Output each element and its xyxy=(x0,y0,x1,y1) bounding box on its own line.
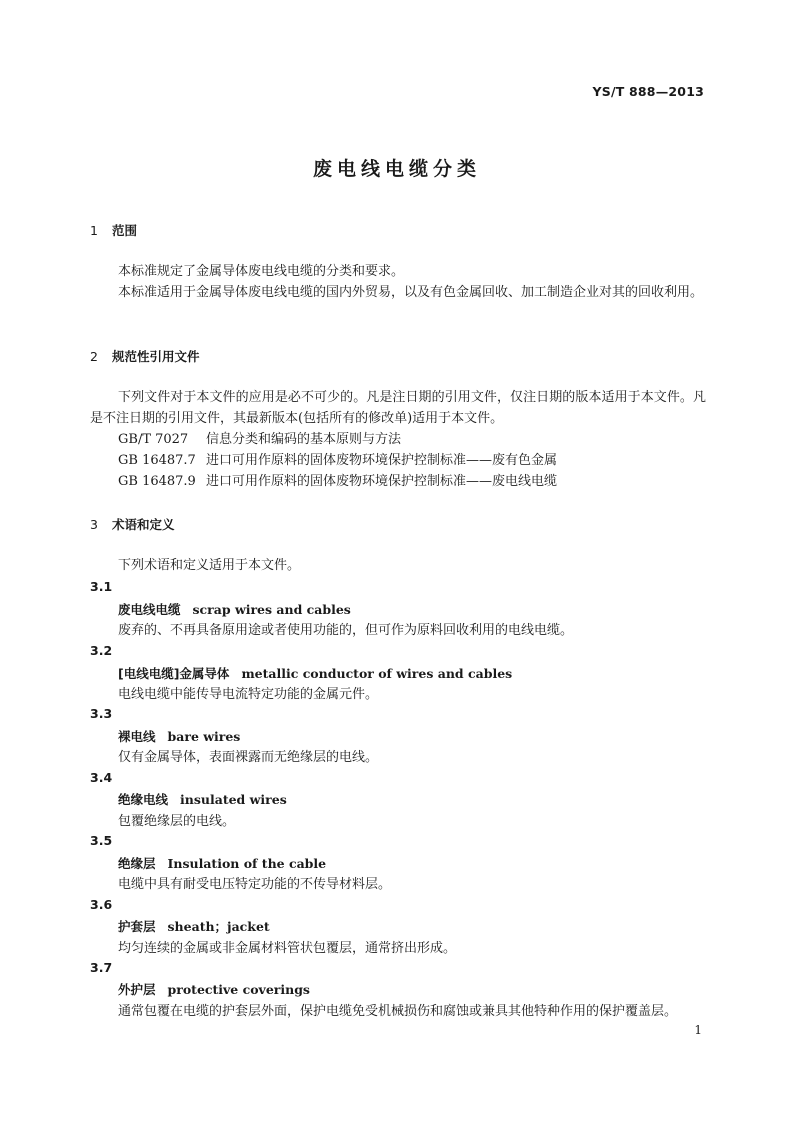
term-english: Insulation of the cable xyxy=(167,856,327,871)
reference-item xyxy=(118,429,401,450)
reference-title: 信息分类和编码的基本原则与方法 xyxy=(206,432,402,447)
reference-title: 进口可用作原料的固体废物环境保护控制标准——废有色金属 xyxy=(206,453,558,468)
term-entry xyxy=(118,854,326,872)
term-english: protective coverings xyxy=(167,982,310,997)
paragraph: 本标准规定了金属导体废电线电缆的分类和要求。 xyxy=(118,264,405,279)
term-english: bare wires xyxy=(167,729,241,744)
clause-number: 3.3 xyxy=(90,706,113,721)
term-english: sheath；jacket xyxy=(167,919,270,934)
term-chinese: 绝缘电线 xyxy=(118,792,169,807)
term-definition: 均匀连续的金属或非金属材料管状包覆层，通常挤出形成。 xyxy=(118,941,457,956)
term-chinese: 废电线电缆 xyxy=(118,602,181,617)
term-definition: 废弃的、不再具备原用途或者使用功能的，但可作为原料回收利用的电线电缆。 xyxy=(118,623,574,638)
clause-number: 3.2 xyxy=(90,643,113,658)
reference-code: GB/T 7027 xyxy=(118,432,189,447)
section-title: 范围 xyxy=(112,223,138,238)
standard-code: YS/T 888—2013 xyxy=(592,84,704,99)
paragraph: 下列术语和定义适用于本文件。 xyxy=(118,558,301,573)
section-title: 术语和定义 xyxy=(112,517,175,532)
term-entry xyxy=(118,790,287,808)
term-english: metallic conductor of wires and cables xyxy=(241,666,513,681)
term-english: scrap wires and cables xyxy=(192,602,351,617)
document-title: 废电线电缆分类 xyxy=(312,158,481,180)
term-entry xyxy=(118,727,240,745)
reference-item xyxy=(118,450,557,471)
term-definition: 电缆中具有耐受电压特定功能的不传导材料层。 xyxy=(118,877,392,892)
section-title: 规范性引用文件 xyxy=(112,349,200,364)
term-entry xyxy=(118,917,270,935)
term-chinese: [电线电缆]金属导体 xyxy=(118,666,230,681)
section-number: 2 xyxy=(90,349,98,364)
term-definition: 包覆绝缘层的电线。 xyxy=(118,814,236,829)
term-chinese: 绝缘层 xyxy=(118,856,156,871)
paragraph: 下列文件对于本文件的应用是必不可少的。凡是注日期的引用文件，仅注日期的版本适用于本文件。凡是不注日期的引用文件，其最新版本(包括所有的修改单)适用于本文件。 xyxy=(90,390,706,426)
clause-number: 3.7 xyxy=(90,960,113,975)
clause-number: 3.5 xyxy=(90,833,113,848)
section-number: 3 xyxy=(90,517,98,532)
reference-item xyxy=(118,471,557,492)
term-definition: 电线电缆中能传导电流特定功能的金属元件。 xyxy=(118,687,379,702)
section-2-heading xyxy=(90,347,200,365)
term-chinese: 外护层 xyxy=(118,982,156,997)
section-3-heading xyxy=(90,515,175,533)
paragraph: 本标准适用于金属导体废电线电缆的国内外贸易，以及有色金属回收、加工制造企业对其的回收利用。 xyxy=(118,285,704,300)
reference-title: 进口可用作原料的固体废物环境保护控制标准——废电线电缆 xyxy=(206,474,558,489)
clause-number: 3.1 xyxy=(90,579,113,594)
term-definition: 通常包覆在电缆的护套层外面，保护电缆免受机械损伤和腐蚀或兼具其他特种作用的保护覆盖层。 xyxy=(118,1004,678,1019)
clause-number: 3.4 xyxy=(90,770,113,785)
term-chinese: 裸电线 xyxy=(118,729,156,744)
term-chinese: 护套层 xyxy=(118,919,156,934)
clause-number: 3.6 xyxy=(90,897,113,912)
section-number: 1 xyxy=(90,223,98,238)
reference-code: GB 16487.9 xyxy=(118,474,196,489)
section-1-heading xyxy=(90,221,137,239)
term-entry xyxy=(118,980,310,998)
page-number: 1 xyxy=(694,1023,702,1037)
reference-code: GB 16487.7 xyxy=(118,453,196,468)
term-definition: 仅有金属导体，表面裸露而无绝缘层的电线。 xyxy=(118,750,379,765)
term-english: insulated wires xyxy=(180,792,287,807)
term-entry xyxy=(118,664,512,682)
term-entry xyxy=(118,600,351,618)
